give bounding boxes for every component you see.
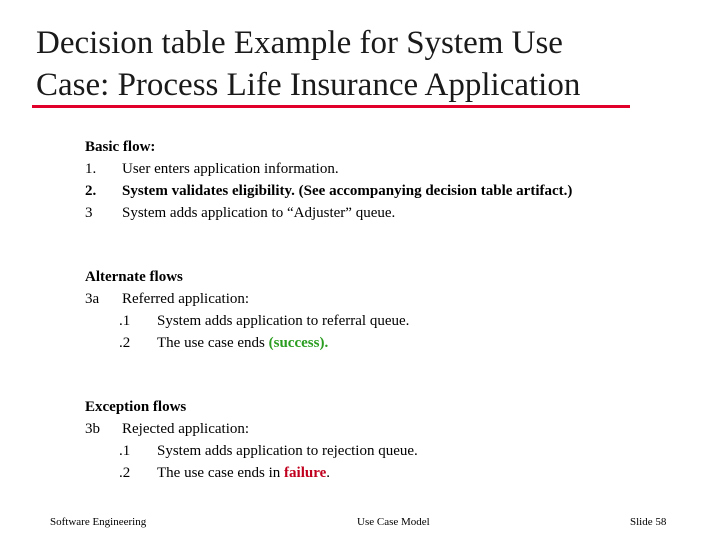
- substep-number: .1: [119, 443, 131, 459]
- substep-text: [157, 462, 330, 484]
- title-line-1: Decision table Example for System Use: [36, 25, 563, 61]
- basic-step-3: [85, 202, 685, 224]
- alternate-substep-1: [85, 310, 685, 332]
- alternate-substep-2: [85, 332, 685, 354]
- substep-number: .1: [119, 313, 131, 329]
- substep-text: System adds application to referral queue.: [157, 313, 410, 329]
- basic-flow-heading: Basic flow:: [85, 139, 156, 155]
- footer-topic: Use Case Model: [357, 516, 430, 528]
- substep-text: [157, 332, 328, 354]
- case-text: Rejected application:: [122, 421, 250, 437]
- case-text: Referred application:: [122, 291, 250, 307]
- slide-title: [36, 22, 696, 106]
- step-text: User enters application information.: [122, 161, 339, 177]
- alternate-flows-heading: Alternate flows: [85, 269, 183, 285]
- exception-case: [85, 418, 685, 440]
- footer-slide-number: Slide 58: [630, 516, 667, 528]
- step-number: 1.: [85, 161, 97, 177]
- substep-number: .2: [119, 335, 131, 351]
- substep-number: .2: [119, 465, 131, 481]
- substep-text-end: .: [326, 465, 331, 481]
- case-number: 3a: [85, 291, 100, 307]
- title-line-2: Case: Process Life Insurance Application: [36, 67, 581, 103]
- failure-label: failure: [284, 465, 327, 481]
- substep-text: System adds application to rejection queue.: [157, 443, 418, 459]
- success-label: (success).: [268, 335, 329, 351]
- exception-substep-1: [85, 440, 685, 462]
- substep-text-main: The use case ends: [157, 335, 269, 351]
- exception-flows-heading: Exception flows: [85, 399, 187, 415]
- basic-step-2: [85, 180, 685, 202]
- step-number: 2.: [85, 183, 97, 199]
- title-underline: [32, 105, 630, 108]
- step-text: System adds application to “Adjuster” queue.: [122, 205, 396, 221]
- case-number: 3b: [85, 421, 100, 437]
- footer-course: Software Engineering: [50, 516, 147, 528]
- exception-substep-2: [85, 462, 685, 484]
- step-text: System validates eligibility. (See accompanying decision table artifact.): [122, 183, 573, 199]
- basic-step-1: [85, 158, 685, 180]
- substep-text-main: The use case ends in: [157, 465, 285, 481]
- alternate-case: [85, 288, 685, 310]
- step-number: 3: [85, 205, 93, 221]
- slide-body: [85, 136, 685, 484]
